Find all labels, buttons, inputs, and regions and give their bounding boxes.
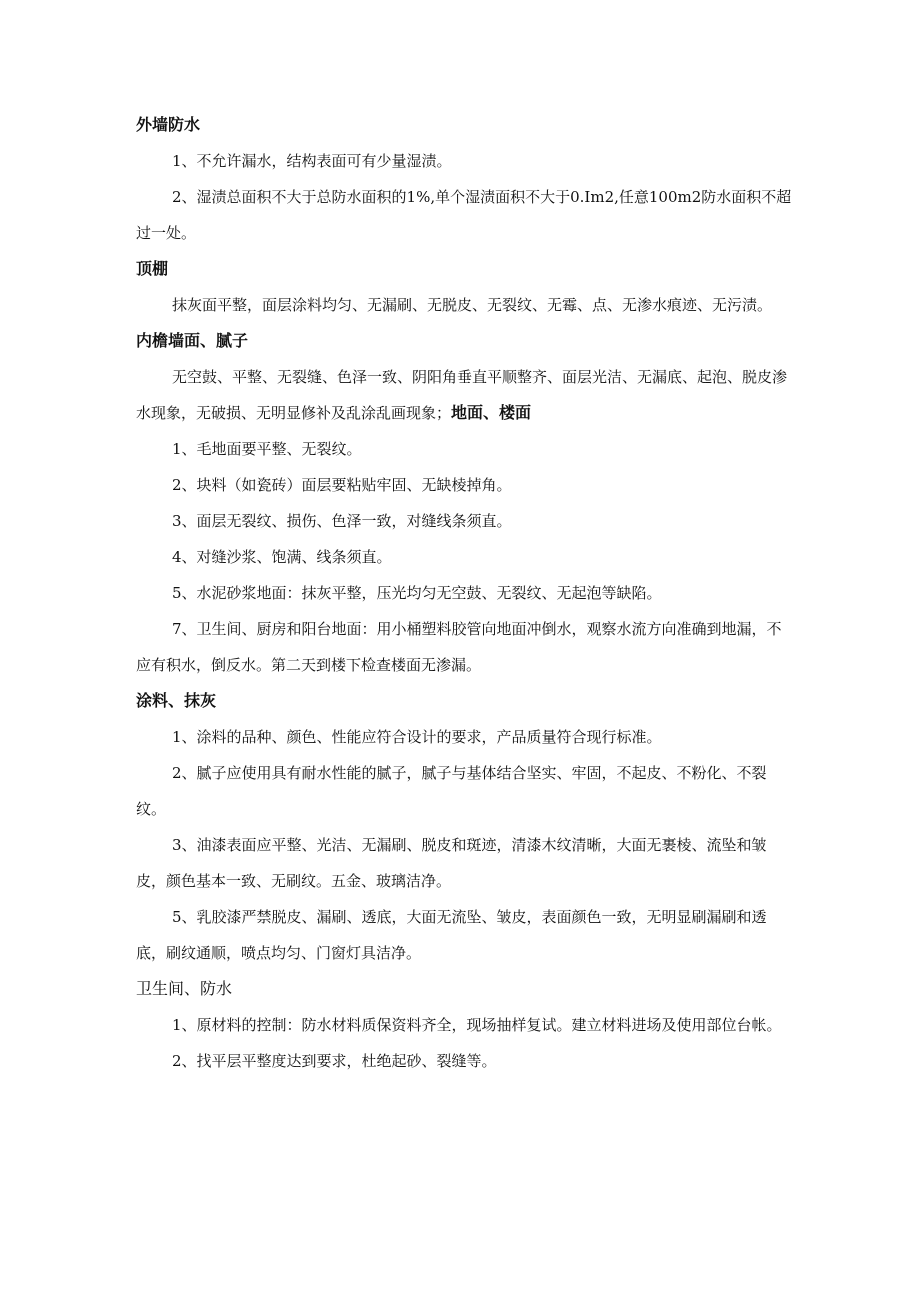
paragraph: 抹灰面平整，面层涂料均匀、无漏刷、无脱皮、无裂纹、无霉、点、无渗水痕迹、无污渍。 — [172, 296, 773, 314]
paragraph: 1、原材料的控制：防水材料质保资料齐全，现场抽样复试。建立材料进场及使用部位台帐。 — [172, 1016, 782, 1034]
heading-bathroom-waterproof: 卫生间、防水 — [136, 979, 233, 998]
paragraph: 1、毛地面要平整、无裂纹。 — [172, 440, 362, 458]
heading-interior-wall-putty: 内檐墙面、腻子 — [136, 331, 249, 350]
paragraph: 1、不允许漏水，结构表面可有少量湿渍。 — [172, 152, 452, 170]
paragraph: 2、块料（如瓷砖）面层要粘贴牢固、无缺棱掉角。 — [172, 476, 512, 494]
paragraph: 1、涂料的品种、颜色、性能应符合设计的要求，产品质量符合现行标准。 — [172, 728, 662, 746]
paragraph-with-inline-heading — [136, 359, 796, 431]
paragraph: 2、湿渍总面积不大于总防水面积的1%,单个湿渍面积不大于0.Im2,任意100m2防水面积不超过一处。 — [136, 188, 792, 242]
document-body — [136, 107, 796, 1079]
heading-exterior-wall-waterproof: 外墙防水 — [136, 115, 201, 134]
paragraph-text: 无空鼓、平整、无裂缝、色泽一致、阴阳角垂直平顺整齐、面层光洁、无漏底、起泡、脱皮渗水现象，无破损、无明显修补及乱涂乱画现象； — [136, 368, 788, 422]
heading-ceiling: 顶棚 — [136, 259, 169, 278]
paragraph: 3、面层无裂纹、损伤、色泽一致，对缝线条须直。 — [172, 512, 512, 530]
paragraph: 7、卫生间、厨房和阳台地面：用小桶塑料胶管向地面冲倒水，观察水流方向准确到地漏，不应有积水，倒反水。第二天到楼下检查楼面无渗漏。 — [136, 620, 782, 674]
paragraph: 2、找平层平整度达到要求，杜绝起砂、裂缝等。 — [172, 1052, 497, 1070]
paragraph: 5、水泥砂浆地面：抹灰平整，压光均匀无空鼓、无裂纹、无起泡等缺陷。 — [172, 584, 662, 602]
paragraph: 5、乳胶漆严禁脱皮、漏刷、透底，大面无流坠、皱皮，表面颜色一致，无明显刷漏刷和透底，刷纹通顺，喷点均匀、门窗灯具洁净。 — [136, 908, 767, 962]
paragraph: 3、油漆表面应平整、光洁、无漏刷、脱皮和斑迹，清漆木纹清晰，大面无裹棱、流坠和皱皮，颜色基本一致、无刷纹。五金、玻璃洁净。 — [136, 836, 767, 890]
paragraph: 2、腻子应使用具有耐水性能的腻子，腻子与基体结合坚实、牢固，不起皮、不粉化、不裂纹。 — [136, 764, 767, 818]
heading-floor: 地面、楼面 — [451, 403, 532, 422]
paragraph: 4、对缝沙浆、饱满、线条须直。 — [172, 548, 392, 566]
heading-paint-plaster: 涂料、抹灰 — [136, 691, 217, 710]
